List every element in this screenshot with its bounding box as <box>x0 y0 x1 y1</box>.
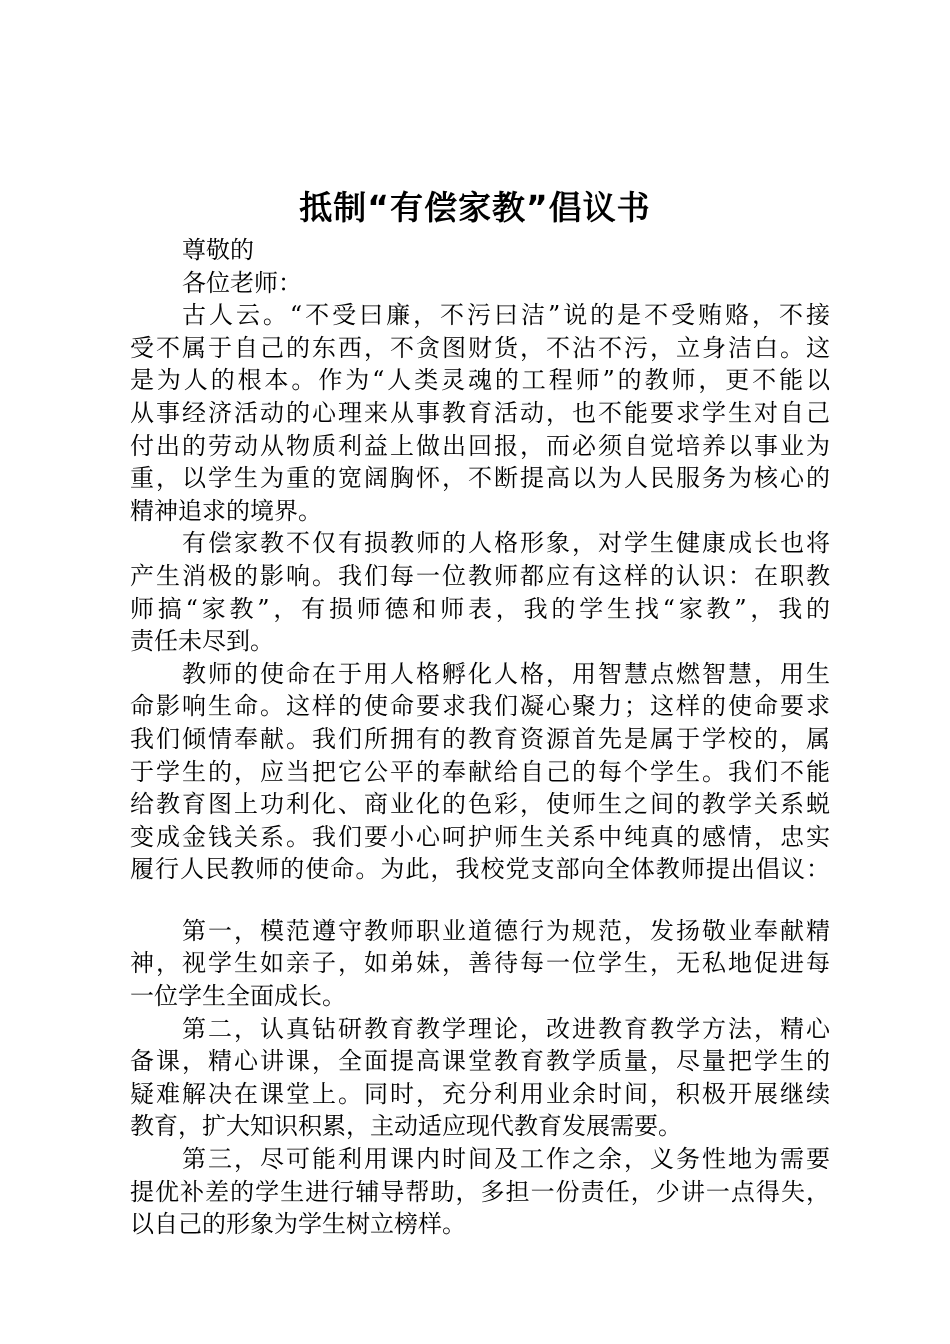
text-line: 教师的使命在于用人格孵化人格，用智慧点燃智慧，用生 <box>182 659 830 688</box>
text-line: 有偿家教不仅有损教师的人格形象，对学生健康成长也将 <box>182 529 830 558</box>
text-line: 变成金钱关系。我们要小心呵护师生关系中纯真的感情，忠实 <box>130 822 830 851</box>
text-line: 我们倾情奉献。我们所拥有的教育资源首先是属于学校的，属 <box>130 724 830 753</box>
text-line: 备课，精心讲课，全面提高课堂教育教学质量，尽量把学生的 <box>130 1047 830 1076</box>
text-line: 精神追求的境界。 <box>130 496 322 525</box>
proposal-2 <box>130 1013 830 1143</box>
paragraph-3 <box>130 658 830 886</box>
salutation-line: 各位老师： <box>182 268 302 297</box>
proposal-3 <box>130 1143 830 1241</box>
text-line: 神，视学生如亲子，如弟妹，善待每一位学生，无私地促进每 <box>130 949 830 978</box>
text-line: 从事经济活动的心理来从事教育活动，也不能要求学生对自己 <box>130 398 830 427</box>
text-line: 受不属于自己的东西，不贪图财货，不沾不污，立身洁白。这 <box>130 333 830 362</box>
text-line: 付出的劳动从物质利益上做出回报，而必须自觉培养以事业为 <box>130 431 830 460</box>
text-line: 命影响生命。这样的使命要求我们凝心聚力；这样的使命要求 <box>130 692 830 721</box>
text-line: 以自己的形象为学生树立榜样。 <box>130 1210 466 1239</box>
text-line: 履行人民教师的使命。为此，我校党支部向全体教师提出倡议： <box>130 855 830 884</box>
paragraph-1 <box>130 299 830 527</box>
text-line: 是为人的根本。作为“人类灵魂的工程师”的教师，更不能以 <box>130 366 830 395</box>
text-line: 重，以学生为重的宽阔胸怀，不断提高以为人民服务为核心的 <box>130 464 830 493</box>
paragraph-gap <box>130 886 830 915</box>
salutation-line: 尊敬的 <box>182 236 254 264</box>
text-line: 师搞“家教”，有损师德和师表，我的学生找“家教”，我的 <box>130 594 830 623</box>
text-line: 产生消极的影响。我们每一位教师都应有这样的认识：在职教 <box>130 561 830 590</box>
text-line: 第三，尽可能利用课内时间及工作之余，义务性地为需要 <box>182 1145 830 1174</box>
document-body <box>130 234 830 1241</box>
text-line: 于学生的，应当把它公平的奉献给自己的每个学生。我们不能 <box>130 757 830 786</box>
text-line: 古人云。“不受曰廉，不污曰洁”说的是不受贿赂，不接 <box>182 301 830 330</box>
text-line: 疑难解决在课堂上。同时，充分利用业余时间，积极开展继续 <box>130 1079 830 1108</box>
document-title: 抵制“有偿家教”倡议书 <box>299 188 651 227</box>
text-line: 责任未尽到。 <box>130 627 274 656</box>
text-line: 提优补差的学生进行辅导帮助，多担一份责任，少讲一点得失， <box>130 1177 830 1206</box>
text-line: 第一，模范遵守教师职业道德行为规范，发扬敬业奉献精 <box>182 916 830 945</box>
text-line: 第二，认真钻研教育教学理论，改进教育教学方法，精心 <box>182 1014 830 1043</box>
paragraph-2 <box>130 527 830 657</box>
proposal-1 <box>130 915 830 1013</box>
text-line: 一位学生全面成长。 <box>130 982 346 1011</box>
text-line: 教育，扩大知识积累，主动适应现代教育发展需要。 <box>130 1112 682 1141</box>
text-line: 给教育图上功利化、商业化的色彩，使师生之间的教学关系蜕 <box>130 790 830 819</box>
